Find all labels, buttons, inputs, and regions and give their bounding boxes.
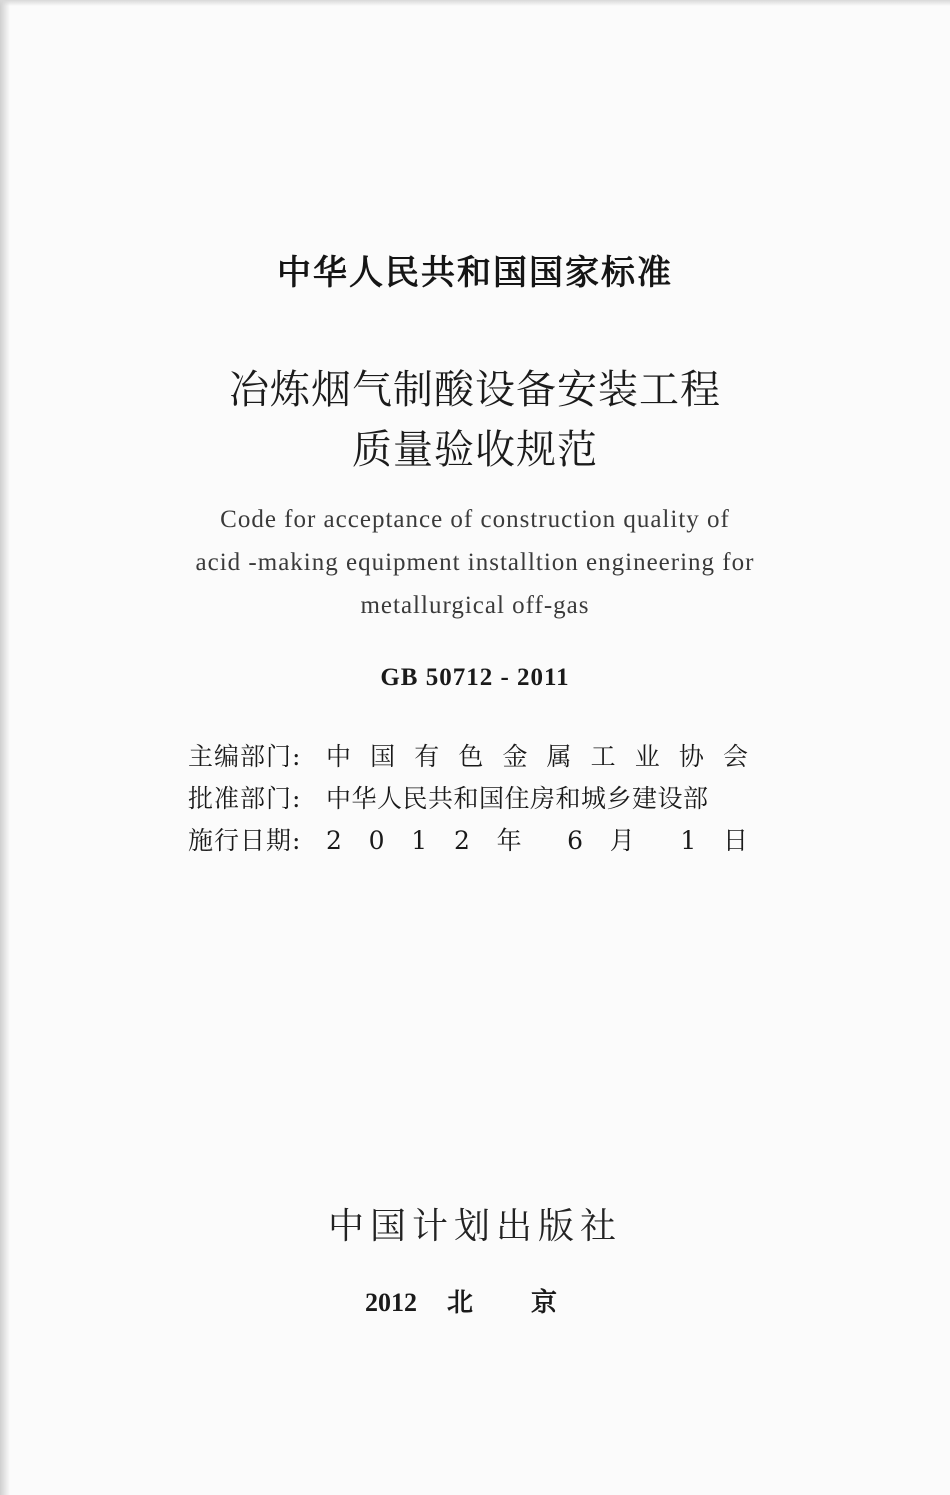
title-cn-line-2: 质量验收规范 [352,427,598,473]
publisher-name: 中国计划出版社 [327,1206,622,1247]
effective-date-value: 2 0 1 2 年 6 月 1 日 [326,826,748,855]
editor-department-value: 中 国 有 色 金 属 工 业 协 会 [326,742,748,771]
effective-date-row [188,821,748,853]
effective-date-label: 施行日期: [188,826,302,855]
editor-department-row [188,737,748,769]
imprint-city-char-1: 北 [447,1288,474,1318]
imprint-year: 2012 [365,1288,417,1317]
page-left-edge-shadow [0,0,10,1495]
editor-department-label: 主编部门: [188,742,302,771]
approver-department-row [188,779,748,811]
title-cn-line-1: 冶炼烟气制酸设备安装工程 [229,367,721,413]
imprint-line [365,1282,557,1319]
approver-department-label: 批准部门: [188,784,302,813]
approver-department-value: 中华人民共和国住房和城乡建设部 [326,784,709,813]
page-top-edge-shadow [0,0,950,6]
standard-number: GB 50712 - 2011 [380,664,570,691]
title-en-line-3: metallurgical off-gas [360,592,590,619]
imprint-city-char-2: 京 [531,1288,558,1318]
standard-type-heading: 中华人民共和国国家标准 [277,253,673,293]
title-en-line-1: Code for acceptance of construction quality of [220,506,730,533]
title-en-line-2: acid -making equipment installtion engineering for [195,549,755,576]
